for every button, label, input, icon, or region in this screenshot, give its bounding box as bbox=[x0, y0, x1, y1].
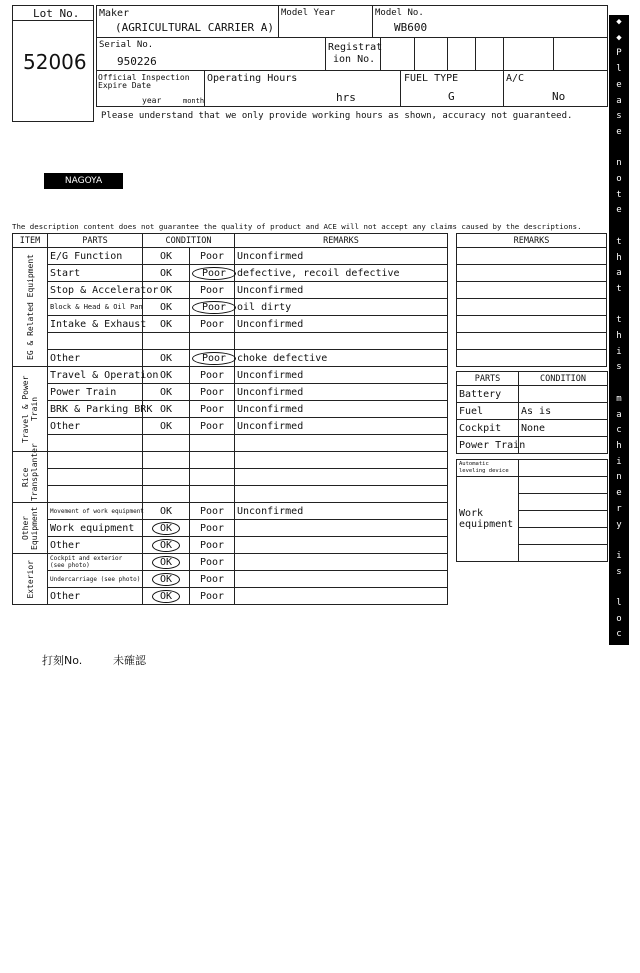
sidebar-char bbox=[616, 141, 621, 157]
parts-header: PARTS bbox=[48, 234, 143, 248]
part-label: Movement of work equipment bbox=[48, 503, 143, 520]
ac-label: A/C bbox=[506, 73, 525, 84]
table-row bbox=[13, 282, 448, 299]
part-label: Intake & Exhaust bbox=[48, 316, 143, 333]
sidebar-char: ◆ bbox=[616, 32, 622, 43]
sidebar-char: N bbox=[616, 770, 622, 781]
inspection-label-2: Expire Date bbox=[98, 81, 151, 90]
lot-number: 52006 bbox=[23, 50, 87, 74]
hours-notice: Please understand that we only provide working hours as shown, accuracy not guaranteed. bbox=[101, 111, 573, 121]
table-row bbox=[13, 418, 448, 435]
part-label: Other bbox=[48, 588, 143, 605]
part-label: Stop & Accelerator bbox=[48, 282, 143, 299]
poor-cell: Poor bbox=[190, 571, 235, 588]
sidebar-char: ◆ bbox=[616, 959, 622, 970]
circled-poor: Poor bbox=[192, 267, 236, 280]
location-badge: NAGOYA bbox=[44, 173, 123, 189]
serial-no-label: Serial No. bbox=[99, 40, 154, 50]
ok-cell: OK bbox=[143, 282, 190, 299]
circled-ok: OK bbox=[152, 573, 180, 586]
model-year-label: Model Year bbox=[281, 8, 336, 18]
sidebar-char: ◆ bbox=[616, 17, 622, 27]
table-row bbox=[13, 554, 448, 571]
remark-cell: Unconfirmed bbox=[235, 384, 448, 401]
list-item bbox=[457, 403, 608, 420]
part-label: Work equipment bbox=[48, 520, 143, 537]
sidebar-char: i bbox=[616, 550, 622, 561]
table-row bbox=[13, 469, 448, 486]
ok-cell: OK bbox=[143, 503, 190, 520]
sidebar-char: e bbox=[616, 205, 622, 216]
table-row bbox=[13, 503, 448, 520]
sidebar-char: a bbox=[616, 645, 622, 656]
remark-cell: Unconfirmed bbox=[235, 316, 448, 333]
poor-cell bbox=[190, 265, 235, 282]
table-row bbox=[13, 367, 448, 384]
poor-cell: Poor bbox=[190, 554, 235, 571]
ok-cell: OK bbox=[143, 248, 190, 265]
section-exterior: Exterior bbox=[13, 554, 48, 605]
part-label: E/G Function bbox=[48, 248, 143, 265]
sidebar-char: c bbox=[616, 425, 622, 436]
table-row bbox=[13, 571, 448, 588]
circled-ok: OK bbox=[152, 522, 180, 535]
sidebar-char: o bbox=[616, 817, 622, 828]
right-remarks-table bbox=[456, 233, 607, 367]
sidebar-char: i bbox=[616, 723, 622, 734]
sidebar-char bbox=[616, 219, 621, 235]
right-remarks-header: REMARKS bbox=[457, 234, 607, 248]
table-row bbox=[13, 435, 448, 452]
stamp-no-label: 打刻No. bbox=[42, 654, 83, 667]
remark-cell: Unconfirmed bbox=[235, 248, 448, 265]
sidebar-char: h bbox=[616, 331, 622, 342]
poor-cell: Poor bbox=[190, 248, 235, 265]
sidebar-char: o bbox=[616, 174, 622, 185]
remark-cell bbox=[235, 554, 448, 571]
sidebar-char: i bbox=[616, 456, 622, 467]
poor-cell: Poor bbox=[190, 401, 235, 418]
sidebar-char bbox=[616, 533, 621, 549]
model-no-label: Model No. bbox=[375, 8, 424, 18]
table-row bbox=[13, 265, 448, 282]
sidebar-char: a bbox=[616, 95, 622, 106]
right-part-label: Fuel bbox=[457, 403, 519, 420]
sidebar-char: a bbox=[616, 849, 622, 860]
sidebar-char: t bbox=[616, 283, 622, 294]
ok-cell bbox=[143, 588, 190, 605]
registration-label-1: Registrat bbox=[328, 42, 383, 53]
ok-cell: OK bbox=[143, 401, 190, 418]
ok-cell bbox=[143, 520, 190, 537]
section-eg: EG & Related Equipment bbox=[13, 248, 48, 367]
right-part-label: Power Train bbox=[457, 437, 519, 454]
right-part-label: Battery bbox=[457, 386, 519, 403]
remark-cell: choke defective bbox=[235, 350, 448, 367]
circled-ok: OK bbox=[152, 556, 180, 569]
table-row bbox=[13, 588, 448, 605]
ac-value: No bbox=[552, 90, 566, 103]
work-equipment-label: Work equipment bbox=[457, 477, 519, 562]
sidebar-char: y bbox=[616, 519, 622, 530]
sidebar-char: P bbox=[616, 48, 622, 59]
registration-label-2: ion No. bbox=[333, 54, 376, 65]
ok-cell: OK bbox=[143, 418, 190, 435]
sidebar-char bbox=[616, 706, 621, 722]
sidebar-char: a bbox=[616, 786, 622, 797]
ok-cell: OK bbox=[143, 350, 190, 367]
right-condition: As is bbox=[519, 403, 608, 420]
sidebar-char: h bbox=[616, 252, 622, 263]
part-label: Undercarriage (see photo) bbox=[48, 571, 143, 588]
ok-cell: OK bbox=[143, 367, 190, 384]
sidebar-char: l bbox=[616, 64, 622, 75]
poor-cell: Poor bbox=[190, 588, 235, 605]
circled-poor: Poor bbox=[192, 301, 236, 314]
sidebar-char bbox=[616, 376, 621, 392]
month-label: month bbox=[183, 97, 205, 105]
remark-cell: oil dirty bbox=[235, 299, 448, 316]
sidebar-char: Y bbox=[616, 880, 622, 891]
table-row bbox=[13, 316, 448, 333]
poor-cell: Poor bbox=[190, 520, 235, 537]
remarks-header: REMARKS bbox=[235, 234, 448, 248]
location-sidebar bbox=[609, 15, 629, 970]
sidebar-char: n bbox=[616, 158, 622, 169]
sidebar-char bbox=[616, 863, 621, 879]
remark-cell: Unconfirmed bbox=[235, 503, 448, 520]
sidebar-char: y bbox=[616, 833, 622, 844]
poor-cell: Poor bbox=[190, 316, 235, 333]
poor-cell: Poor bbox=[190, 503, 235, 520]
condition-table bbox=[12, 233, 448, 605]
operating-hours-label: Operating Hours bbox=[207, 73, 298, 84]
sidebar-char: d bbox=[616, 692, 622, 703]
sidebar-char: t bbox=[616, 189, 622, 200]
stamp-no-value: 未確認 bbox=[113, 654, 146, 667]
table-row bbox=[13, 537, 448, 554]
remark-cell: Unconfirmed bbox=[235, 418, 448, 435]
poor-cell bbox=[190, 350, 235, 367]
sidebar-char bbox=[616, 753, 621, 769]
part-label: Power Train bbox=[48, 384, 143, 401]
section-rice: Rice Transplanter bbox=[13, 452, 48, 503]
sidebar-char: h bbox=[616, 440, 622, 451]
serial-no-value: 950226 bbox=[117, 55, 157, 68]
table-row bbox=[13, 350, 448, 367]
part-label: Start bbox=[48, 265, 143, 282]
list-item bbox=[457, 386, 608, 403]
list-item bbox=[457, 420, 608, 437]
ok-cell bbox=[143, 554, 190, 571]
section-travel: Travel & Power Train bbox=[13, 367, 48, 452]
sidebar-char: a bbox=[616, 409, 622, 420]
disclaimer: The description content does not guarantee the quality of product and ACE will not accept any claims caused by the descriptions. bbox=[12, 222, 582, 231]
sidebar-char: m bbox=[616, 393, 622, 404]
part-label: Other bbox=[48, 537, 143, 554]
circled-poor: Poor bbox=[192, 352, 236, 365]
right-parts-table bbox=[456, 371, 608, 454]
remark-cell bbox=[235, 520, 448, 537]
table-row bbox=[13, 520, 448, 537]
condition-header: CONDITION bbox=[143, 234, 235, 248]
table-row bbox=[13, 452, 448, 469]
table-row bbox=[13, 299, 448, 316]
poor-cell: Poor bbox=[190, 367, 235, 384]
right-condition-header: CONDITION bbox=[519, 372, 608, 386]
sidebar-char: i bbox=[616, 346, 622, 357]
sidebar-char: e bbox=[616, 676, 622, 687]
sidebar-char: s bbox=[616, 566, 622, 577]
auto-leveling-label: Automatic leveling device bbox=[457, 460, 519, 477]
sidebar-char: n bbox=[616, 739, 622, 750]
sidebar-char: e bbox=[616, 126, 622, 137]
item-header: ITEM bbox=[13, 234, 48, 248]
maker-value: (AGRICULTURAL CARRIER A) bbox=[115, 21, 274, 34]
hrs-label: hrs bbox=[336, 91, 356, 104]
part-label: Other bbox=[48, 350, 143, 367]
sidebar-char: s bbox=[616, 111, 622, 122]
sidebar-char: o bbox=[616, 613, 622, 624]
remark-cell: Unconfirmed bbox=[235, 282, 448, 299]
sidebar-char: ◆ bbox=[616, 943, 622, 954]
ok-cell bbox=[143, 537, 190, 554]
right-condition bbox=[519, 437, 608, 454]
right-condition: None bbox=[519, 420, 608, 437]
remark-cell: defective, recoil defective bbox=[235, 265, 448, 282]
right-parts-header: PARTS bbox=[457, 372, 519, 386]
sidebar-char: r bbox=[616, 912, 622, 923]
table-row bbox=[13, 248, 448, 265]
circled-ok: OK bbox=[152, 539, 180, 552]
ok-cell: OK bbox=[143, 384, 190, 401]
sidebar-char: e bbox=[616, 488, 622, 499]
circled-ok: OK bbox=[152, 590, 180, 603]
sidebar-char bbox=[616, 580, 621, 596]
part-label: Travel & Operation bbox=[48, 367, 143, 384]
remark-cell: Unconfirmed bbox=[235, 401, 448, 418]
sidebar-char: g bbox=[616, 802, 622, 813]
sidebar-char: d bbox=[616, 927, 622, 938]
model-no-value: WB600 bbox=[394, 21, 428, 34]
part-label: Other bbox=[48, 418, 143, 435]
poor-cell: Poor bbox=[190, 282, 235, 299]
right-condition bbox=[519, 386, 608, 403]
sidebar-char: t bbox=[616, 315, 622, 326]
table-row bbox=[13, 384, 448, 401]
poor-cell: Poor bbox=[190, 384, 235, 401]
table-row bbox=[13, 486, 448, 503]
fuel-type-value: G bbox=[448, 90, 455, 103]
year-label: year bbox=[142, 96, 162, 105]
sidebar-char: a bbox=[616, 896, 622, 907]
sidebar-char: c bbox=[616, 629, 622, 640]
sidebar-char: t bbox=[616, 236, 622, 247]
remark-cell bbox=[235, 537, 448, 554]
part-label: Block & Head & Oil Pan bbox=[48, 299, 143, 316]
poor-cell bbox=[190, 299, 235, 316]
sidebar-char: r bbox=[616, 503, 622, 514]
sidebar-char bbox=[616, 298, 621, 314]
table-row bbox=[13, 333, 448, 350]
fuel-type-label: FUEL TYPE bbox=[404, 73, 459, 84]
remark-cell bbox=[235, 588, 448, 605]
ok-cell: OK bbox=[143, 316, 190, 333]
sidebar-char: e bbox=[616, 79, 622, 90]
remark-cell: Unconfirmed bbox=[235, 367, 448, 384]
poor-cell: Poor bbox=[190, 418, 235, 435]
maker-label: Maker bbox=[99, 8, 130, 19]
ok-cell: OK bbox=[143, 265, 190, 282]
ok-cell: OK bbox=[143, 299, 190, 316]
remark-cell bbox=[235, 571, 448, 588]
sidebar-char: s bbox=[616, 362, 622, 373]
list-item bbox=[457, 437, 608, 454]
table-row bbox=[13, 401, 448, 418]
section-other-equipment: Other Equipment bbox=[13, 503, 48, 554]
right-work-table bbox=[456, 459, 608, 562]
inspection-label-1: Official Inspection bbox=[98, 73, 190, 82]
sidebar-char: l bbox=[616, 598, 622, 609]
right-part-label: Cockpit bbox=[457, 420, 519, 437]
part-label: Cockpit and exterior (see photo) bbox=[48, 554, 143, 571]
sidebar-char: a bbox=[616, 268, 622, 279]
lot-no-label: Lot No. bbox=[33, 7, 80, 20]
sidebar-char: n bbox=[616, 472, 622, 483]
ok-cell bbox=[143, 571, 190, 588]
sidebar-char: t bbox=[616, 660, 622, 671]
poor-cell: Poor bbox=[190, 537, 235, 554]
part-label: BRK & Parking BRK bbox=[48, 401, 143, 418]
